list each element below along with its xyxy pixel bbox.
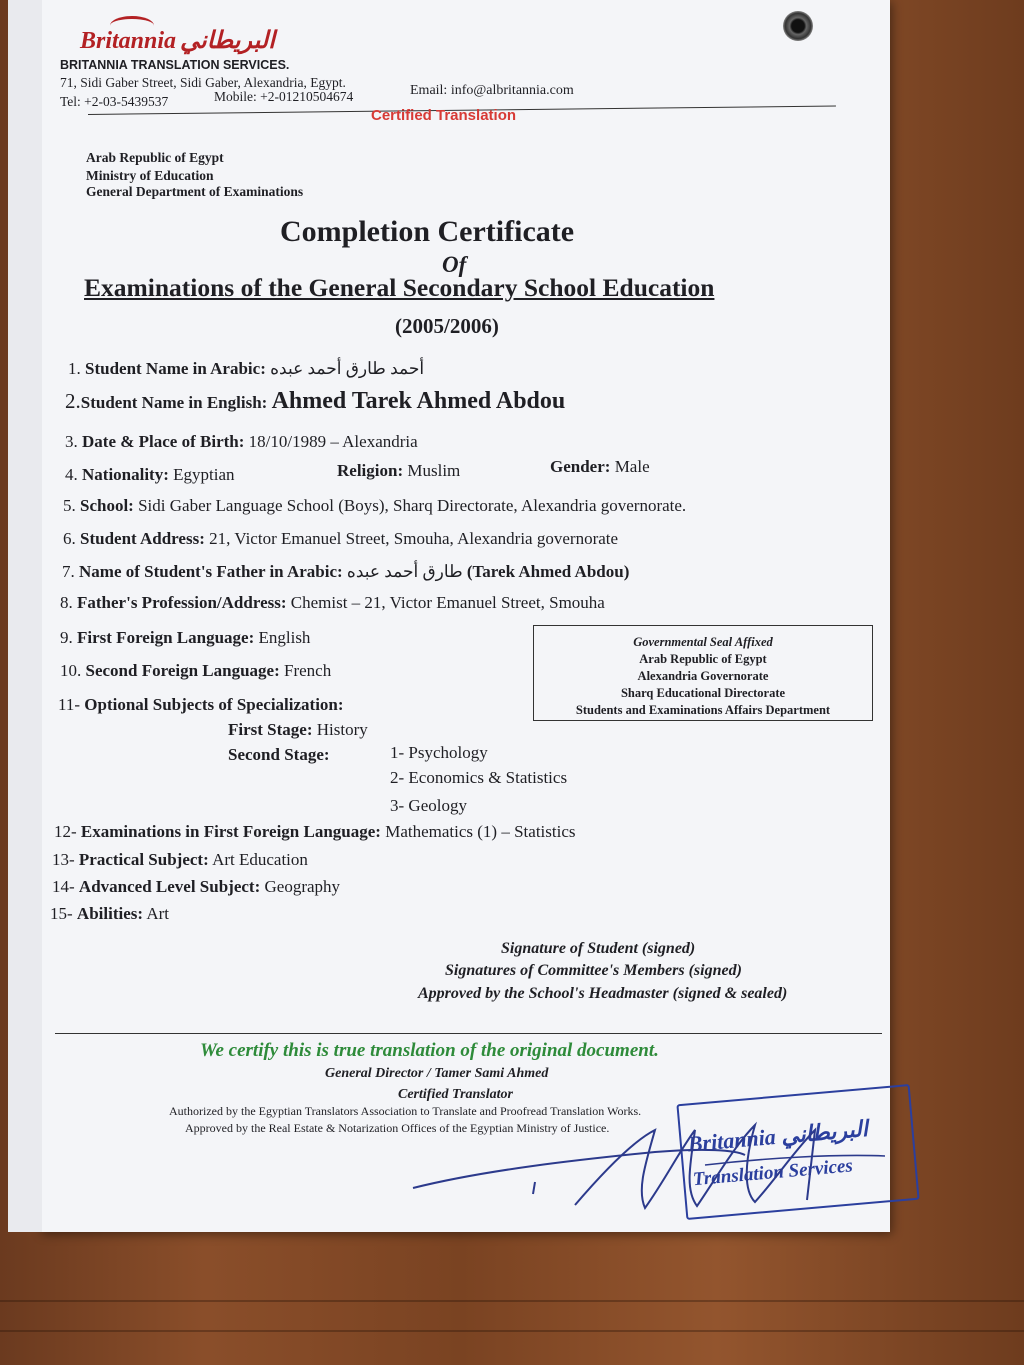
company-name: BRITANNIA TRANSLATION SERVICES.: [60, 58, 290, 72]
second-stage-item: 3- Geology: [390, 796, 467, 815]
field-second-language: 10. Second Foreign Language: French: [60, 661, 332, 680]
seal-line: Arab Republic of Egypt: [639, 652, 767, 666]
footer-divider: [55, 1033, 882, 1034]
issuer-department: General Department of Examinations: [86, 184, 304, 199]
certificate-title: Completion Certificate: [280, 215, 575, 248]
certificate-exam-title: Examinations of the General Secondary School Education: [84, 273, 715, 302]
field-advanced-subject: 14- Advanced Level Subject: Geography: [52, 877, 341, 896]
signature-committee: Signatures of Committee's Members (signed): [445, 962, 742, 979]
company-address: 71, Sidi Gaber Street, Sidi Gaber, Alexandria, Egypt.: [60, 75, 346, 90]
field-english-name: 2.Student Name in English: Ahmed Tarek Ahmed Abdou: [65, 388, 566, 414]
britannia-logo: [80, 26, 275, 55]
stamp-line-2: Translation Services: [692, 1155, 854, 1191]
field-first-language: 9. First Foreign Language: English: [60, 628, 311, 647]
logo-text: Britannia: [80, 28, 177, 54]
field-father-name: 7. Name of Student's Father in Arabic: طارق أحمد عبده (Tarek Ahmed Abdou): [62, 562, 630, 581]
company-email: Email: info@albritannia.com: [410, 83, 574, 98]
stamp-line-1: Britannia البريطاني: [686, 1115, 869, 1157]
certificate-year: (2005/2006): [395, 314, 499, 338]
signature-student: Signature of Student (signed): [501, 940, 696, 957]
field-birth: 3. Date & Place of Birth: 18/10/1989 – Alexandria: [65, 432, 418, 451]
certificate-page: [40, 0, 890, 1232]
second-stage-item: 2- Economics & Statistics: [390, 768, 568, 787]
signature-headmaster: Approved by the School's Headmaster (signed & sealed): [418, 985, 788, 1002]
field-practical-subject: 13- Practical Subject: Art Education: [52, 850, 308, 869]
certify-statement: We certify this is true translation of the original document.: [200, 1040, 659, 1061]
field-nationality: 4. Nationality: Egyptian: [65, 465, 235, 484]
approval-line: Approved by the Real Estate & Notarization Offices of the Egyptian Ministry of Justice.: [185, 1121, 610, 1135]
field-religion: Religion: Muslim: [337, 461, 461, 480]
field-student-address: 6. Student Address: 21, Victor Emanuel Street, Smouha, Alexandria governorate: [63, 529, 619, 548]
certified-translator: Certified Translator: [398, 1087, 513, 1102]
grommet-hole: [783, 11, 813, 41]
authorization-line: Authorized by the Egyptian Translators Association to Translate and Proofread Translation Works.: [169, 1104, 642, 1118]
second-stage-item: 1- Psychology: [390, 743, 488, 762]
logo-arabic: البريطاني: [180, 28, 275, 54]
field-father-profession: 8. Father's Profession/Address: Chemist – 21, Victor Emanuel Street, Smouha: [60, 593, 605, 612]
field-second-stage-label: Second Stage:: [228, 745, 330, 764]
governmental-seal-box: [533, 625, 873, 721]
field-school: 5. School: Sidi Gaber Language School (Boys), Sharq Directorate, Alexandria governorate.: [63, 496, 687, 515]
seal-line: Alexandria Governorate: [637, 669, 769, 683]
field-optional-subjects: 11- Optional Subjects of Specialization:: [58, 695, 344, 714]
seal-line: Students and Examinations Affairs Department: [575, 703, 831, 717]
field-first-stage: First Stage: History: [228, 720, 368, 739]
field-abilities: 15- Abilities: Art: [50, 904, 170, 923]
certified-translation-label: Certified Translation: [371, 107, 517, 124]
field-arabic-name: 1. Student Name in Arabic: أحمد طارق أحمد عبده: [68, 359, 425, 378]
company-mobile: Mobile: +2-01210504674: [214, 89, 354, 104]
field-exam-first-language: 12- Examinations in First Foreign Language: Mathematics (1) – Statistics: [54, 822, 576, 841]
company-tel: Tel: +2-03-5439537: [60, 94, 169, 109]
field-gender: Gender: Male: [550, 457, 650, 476]
seal-title: Governmental Seal Affixed: [633, 635, 773, 649]
certificate-title-of: Of: [442, 252, 467, 277]
seal-line: Sharq Educational Directorate: [620, 686, 786, 700]
handwritten-signature: [405, 1110, 945, 1230]
general-director: General Director / Tamer Sami Ahmed: [325, 1066, 549, 1081]
issuer-ministry: Ministry of Education: [86, 168, 214, 183]
issuer-country: Arab Republic of Egypt: [86, 150, 224, 165]
